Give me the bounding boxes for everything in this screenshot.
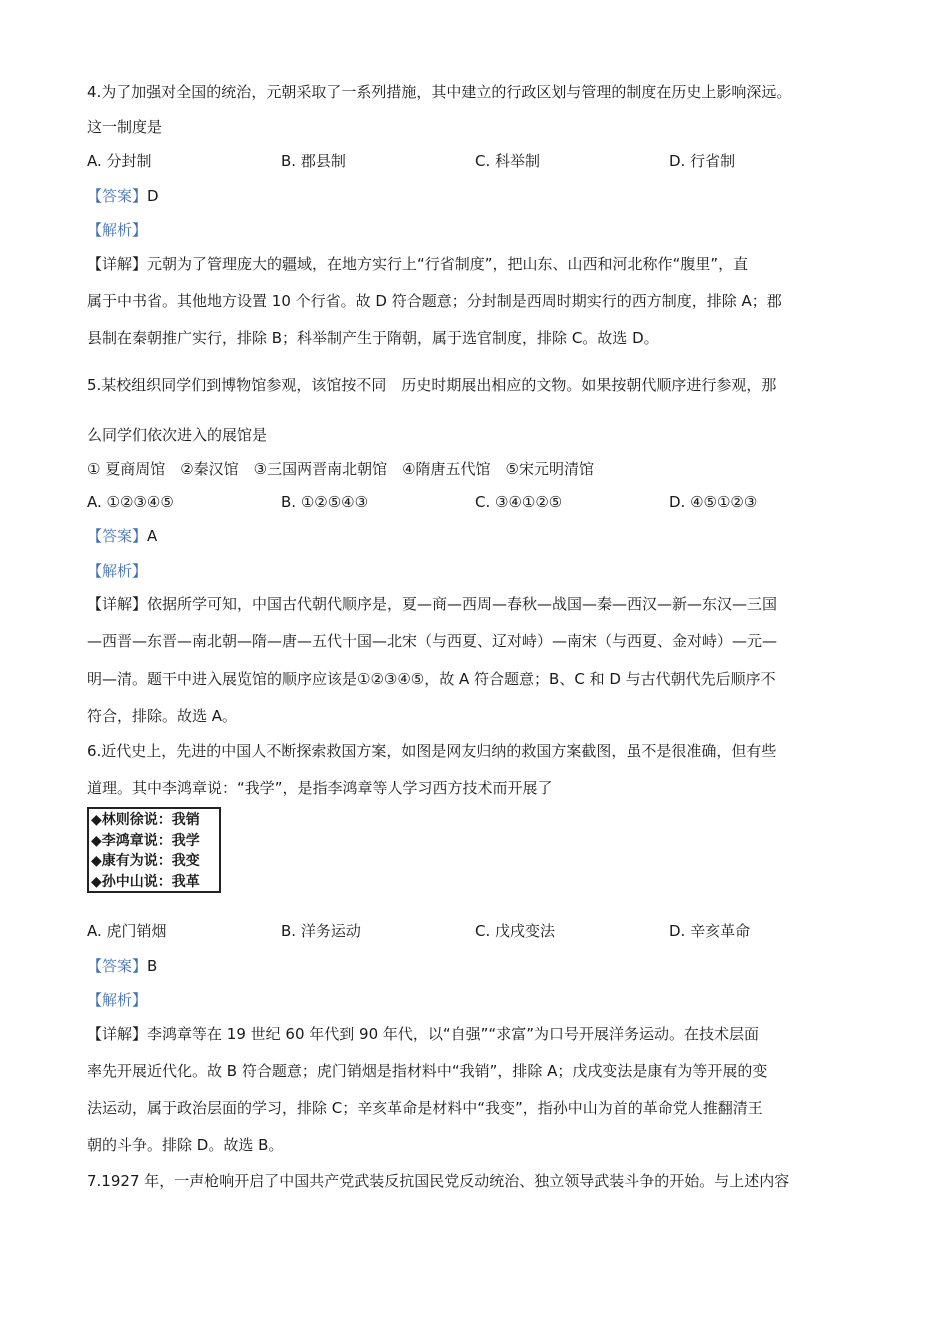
q6-option-a: A. 虎门销烟: [87, 922, 167, 940]
q5-detail-line4: 符合，排除。故选 A。: [87, 707, 238, 725]
q6-detail-text1: 李鸿章等在 19 世纪 60 年代到 90 年代，以“自强”“求富”为口号开展洋务运动。在技术层面: [147, 1025, 759, 1043]
q5-option-a: A. ①②③④⑤: [87, 493, 174, 511]
q6-detail-line2: 率先开展近代化。故 B 符合题意；虎门销烟是指材料中“我销”，排除 A；戊戌变法是康有为等开展的变: [87, 1062, 768, 1080]
detail-tag: 【详解】: [87, 1025, 148, 1043]
q6-option-c: C. 戊戌变法: [475, 922, 556, 940]
q5-answer-line: [87, 526, 157, 546]
q5-items-line: ① 夏商周馆 ②秦汉馆 ③三国两晋南北朝馆 ④隋唐五代馆 ⑤宋元明清馆: [87, 460, 595, 478]
q5-analysis-tag: 【解析】: [87, 562, 148, 580]
q4-option-b: B. 郡县制: [281, 152, 346, 170]
q6-answer: B: [147, 957, 158, 975]
q6-detail-line1: [87, 1024, 759, 1044]
q5-stem-line2: 么同学们依次进入的展馆是: [87, 426, 268, 444]
q4-analysis-tag: 【解析】: [87, 221, 148, 239]
q5-answer: A: [147, 527, 158, 545]
q5-option-d: D. ④⑤①②③: [669, 493, 758, 511]
q5-stem-line1: 5.某校组织同学们到博物馆参观，该馆按不同 历史时期展出相应的文物。如果按朝代顺序进行参观，那: [87, 376, 777, 394]
image-line-sun-zhongshan: ◆孙中山说：我革: [91, 873, 200, 890]
q5-detail-line2: —西晋—东晋—南北朝—隋—唐—五代十国—北宋（与西夏、辽对峙）—南宋（与西夏、金对峙）—元—: [87, 632, 778, 650]
image-line-li-hongzhang: ◆李鸿章说：我学: [91, 832, 200, 849]
q6-detail-line3: 法运动，属于政治层面的学习，排除 C；辛亥革命是材料中“我变”，指孙中山为首的革命党人推翻清王: [87, 1099, 763, 1117]
q6-option-b: B. 洋务运动: [281, 922, 361, 940]
q5-option-b: B. ①②⑤④③: [281, 493, 369, 511]
rescue-plan-screenshot: [87, 807, 221, 893]
q6-detail-line4: 朝的斗争。排除 D。故选 B。: [87, 1136, 284, 1154]
detail-tag: 【详解】: [87, 595, 148, 613]
q6-stem-line1: 6.近代史上，先进的中国人不断探索救国方案，如图是网友归纳的救国方案截图，虽不是很准确，但有些: [87, 742, 777, 760]
q5-detail-line1: [87, 594, 777, 614]
q4-stem-line1: 4.为了加强对全国的统治，元朝采取了一系列措施，其中建立的行政区划与管理的制度在历史上影响深远。: [87, 83, 792, 101]
q4-answer-line: [87, 186, 159, 206]
q4-option-a: A. 分封制: [87, 152, 152, 170]
answer-tag: 【答案】: [87, 527, 148, 545]
q7-stem-line1: 7.1927 年，一声枪响开启了中国共产党武装反抗国民党反动统治、独立领导武装斗争的开始。与上述内容: [87, 1172, 790, 1190]
q5-detail-line3: 明—清。题干中进入展览馆的顺序应该是①②③④⑤，故 A 符合题意；B、C 和 D 与古代朝代先后顺序不: [87, 670, 776, 688]
q6-option-d: D. 辛亥革命: [669, 922, 751, 940]
q5-option-c: C. ③④①②⑤: [475, 493, 563, 511]
answer-tag: 【答案】: [87, 187, 148, 205]
q5-detail-text1: 依据所学可知，中国古代朝代顺序是，夏—商—西周—春秋—战国—秦—西汉—新—东汉—三国: [147, 595, 778, 613]
q4-detail-text1: 元朝为了管理庞大的疆域，在地方实行上“行省制度”，把山东、山西和河北称作“腹里”，直: [147, 255, 749, 273]
q4-option-d: D. 行省制: [669, 152, 736, 170]
q4-detail-line2: 属于中书省。其他地方设置 10 个行省。故 D 符合题意；分封制是西周时期实行的西方制度，排除 A；郡: [87, 292, 782, 310]
detail-tag: 【详解】: [87, 255, 148, 273]
image-line-lin-zexu: ◆林则徐说：我销: [91, 812, 200, 828]
image-line-kang-youwei: ◆康有为说：我变: [91, 853, 200, 869]
q4-detail-line3: 县制在秦朝推广实行，排除 B；科举制产生于隋朝，属于选官制度，排除 C。故选 D。: [87, 329, 659, 347]
q4-detail-line1: [87, 254, 748, 274]
q6-answer-line: [87, 956, 157, 976]
q6-analysis-tag: 【解析】: [87, 991, 148, 1009]
q4-option-c: C. 科举制: [475, 152, 541, 170]
q6-stem-line2: 道理。其中李鸿章说：“我学”，是指李鸿章等人学习西方技术而开展了: [87, 779, 553, 797]
q4-answer: D: [147, 187, 159, 205]
q4-stem-line2: 这一制度是: [87, 118, 163, 136]
answer-tag: 【答案】: [87, 957, 148, 975]
